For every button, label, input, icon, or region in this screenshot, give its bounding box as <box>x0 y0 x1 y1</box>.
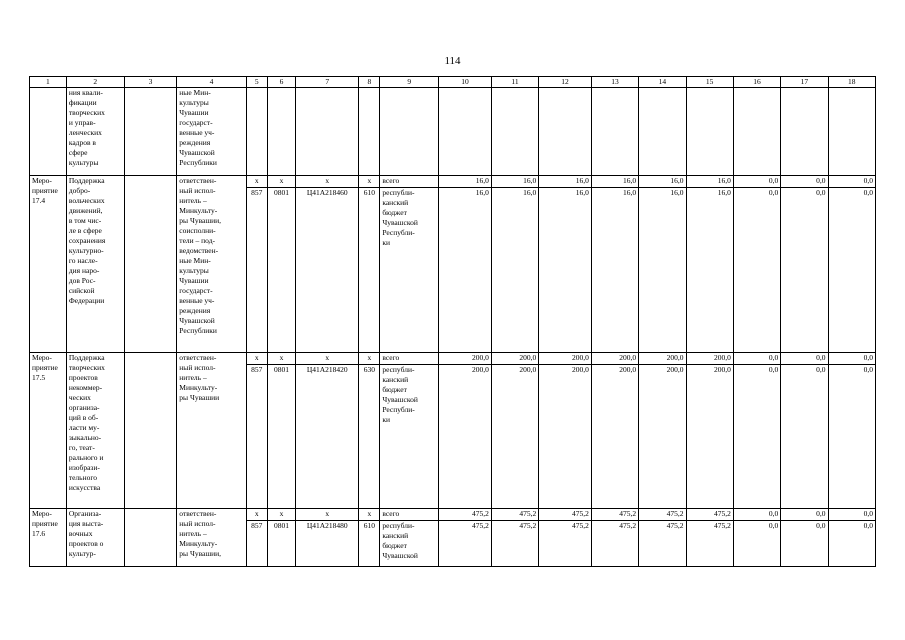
amount-cell: 475,2 <box>491 521 538 567</box>
amount-cell: 475,2 <box>686 509 733 521</box>
measure-id: Меро- приятие 17.4 <box>30 176 67 353</box>
cell <box>781 88 828 176</box>
header-cell: 18 <box>828 77 875 88</box>
cell <box>359 88 380 176</box>
cell <box>439 88 492 176</box>
amount-cell: 16,0 <box>491 188 538 353</box>
ministry-code: 857 <box>246 521 267 567</box>
header-cell: 4 <box>177 77 246 88</box>
amount-cell: 0,0 <box>781 353 828 365</box>
funding-source: всего <box>380 176 439 188</box>
target-article-code: x <box>296 509 359 521</box>
amount-cell: 475,2 <box>639 509 686 521</box>
cell <box>296 88 359 176</box>
expense-type-code: 610 <box>359 521 380 567</box>
cell <box>267 88 295 176</box>
amount-cell: 16,0 <box>591 188 638 353</box>
expense-type-code: 610 <box>359 188 380 353</box>
cell <box>124 176 177 353</box>
cell <box>828 88 875 176</box>
measure-executor: ответствен- ный испол- нитель – Минкульту- ры Чувашии <box>177 353 246 509</box>
amount-cell: 0,0 <box>733 521 780 567</box>
cell <box>124 88 177 176</box>
amount-cell: 16,0 <box>439 188 492 353</box>
measure-id: Меро- приятие 17.6 <box>30 509 67 567</box>
funding-source: республи- канский бюджет Чувашской Республи- ки <box>380 365 439 509</box>
ministry-code: 857 <box>246 188 267 353</box>
header-cell: 15 <box>686 77 733 88</box>
amount-cell: 200,0 <box>439 365 492 509</box>
amount-cell: 0,0 <box>781 521 828 567</box>
amount-cell: 0,0 <box>828 509 875 521</box>
amount-cell: 475,2 <box>439 509 492 521</box>
target-article-code: x <box>296 353 359 365</box>
expense-type-code: x <box>359 176 380 188</box>
expense-type-code: x <box>359 509 380 521</box>
header-row <box>30 77 876 88</box>
cell <box>491 88 538 176</box>
measure-total-row <box>30 509 876 521</box>
measure-total-row <box>30 176 876 188</box>
amount-cell: 200,0 <box>686 353 733 365</box>
amount-cell: 0,0 <box>733 188 780 353</box>
amount-cell: 200,0 <box>591 365 638 509</box>
ministry-code: x <box>246 509 267 521</box>
amount-cell: 16,0 <box>539 188 592 353</box>
funding-source: всего <box>380 509 439 521</box>
amount-cell: 475,2 <box>591 521 638 567</box>
measure-executor: ответствен- ный испол- нитель – Минкульту- ры Чувашии, соисполни- тели – под- ведомствен- ные Мин- культуры Чувашии государст- венные уч- реждения Чувашской Республики <box>177 176 246 353</box>
amount-cell: 0,0 <box>828 521 875 567</box>
cell <box>246 88 267 176</box>
amount-cell: 200,0 <box>686 365 733 509</box>
amount-cell: 200,0 <box>491 365 538 509</box>
header-cell: 17 <box>781 77 828 88</box>
amount-cell: 0,0 <box>733 365 780 509</box>
amount-cell: 200,0 <box>639 353 686 365</box>
amount-cell: 16,0 <box>539 176 592 188</box>
amount-cell: 0,0 <box>828 188 875 353</box>
amount-cell: 0,0 <box>828 365 875 509</box>
cell <box>30 88 67 176</box>
measure-description: Организа- ция выста- вочных проектов о культур- <box>66 509 124 567</box>
measure-id: Меро- приятие 17.5 <box>30 353 67 509</box>
expense-type-code: 630 <box>359 365 380 509</box>
amount-cell: 200,0 <box>639 365 686 509</box>
section-code: 0801 <box>267 521 295 567</box>
header-cell: 7 <box>296 77 359 88</box>
measure-description: Поддержка творческих проектов некоммер- ческих организа- ций в об- ласти му- зыкально- го, теат- рального и изобрази- тельного искусства <box>66 353 124 509</box>
measure-executor: ответствен- ный испол- нитель – Минкульту- ры Чувашии, <box>177 509 246 567</box>
target-article-code: Ц41А218480 <box>296 521 359 567</box>
section-code: x <box>267 176 295 188</box>
amount-cell: 0,0 <box>828 176 875 188</box>
amount-cell: 0,0 <box>733 176 780 188</box>
header-cell: 8 <box>359 77 380 88</box>
funding-source: республи- канский бюджет Чувашской Республи- ки <box>380 188 439 353</box>
cell <box>124 353 177 509</box>
amount-cell: 0,0 <box>781 176 828 188</box>
header-cell: 13 <box>591 77 638 88</box>
continuation-executor: ные Мин- культуры Чувашии государст- венные уч- реждения Чувашской Республики <box>177 88 246 176</box>
amount-cell: 200,0 <box>439 353 492 365</box>
cell <box>380 88 439 176</box>
header-cell: 11 <box>491 77 538 88</box>
expense-type-code: x <box>359 353 380 365</box>
page-number: 114 <box>444 55 461 67</box>
amount-cell: 475,2 <box>491 509 538 521</box>
amount-cell: 16,0 <box>686 188 733 353</box>
cell <box>124 509 177 567</box>
header-cell: 16 <box>733 77 780 88</box>
header-cell: 12 <box>539 77 592 88</box>
amount-cell: 200,0 <box>539 365 592 509</box>
amount-cell: 0,0 <box>828 353 875 365</box>
budget-table <box>29 76 876 567</box>
cell <box>686 88 733 176</box>
target-article-code: Ц41А218420 <box>296 365 359 509</box>
amount-cell: 475,2 <box>539 509 592 521</box>
ministry-code: x <box>246 176 267 188</box>
ministry-code: 857 <box>246 365 267 509</box>
amount-cell: 200,0 <box>539 353 592 365</box>
amount-cell: 16,0 <box>591 176 638 188</box>
funding-source: республи- канский бюджет Чувашской <box>380 521 439 567</box>
amount-cell: 16,0 <box>491 176 538 188</box>
header-cell: 1 <box>30 77 67 88</box>
cell <box>733 88 780 176</box>
header-cell: 10 <box>439 77 492 88</box>
amount-cell: 475,2 <box>539 521 592 567</box>
amount-cell: 0,0 <box>781 509 828 521</box>
amount-cell: 16,0 <box>639 176 686 188</box>
section-code: x <box>267 353 295 365</box>
target-article-code: x <box>296 176 359 188</box>
section-code: 0801 <box>267 365 295 509</box>
amount-cell: 0,0 <box>733 509 780 521</box>
section-code: x <box>267 509 295 521</box>
amount-cell: 16,0 <box>686 176 733 188</box>
header-cell: 14 <box>639 77 686 88</box>
measure-description: Поддержка добро- вольческих движений, в том чис- ле в сфере сохранения культурно- го насле- дия наро- дов Рос- сийской Федерации <box>66 176 124 353</box>
header-cell: 9 <box>380 77 439 88</box>
amount-cell: 475,2 <box>591 509 638 521</box>
funding-source: всего <box>380 353 439 365</box>
ministry-code: x <box>246 353 267 365</box>
amount-cell: 200,0 <box>491 353 538 365</box>
amount-cell: 0,0 <box>781 365 828 509</box>
amount-cell: 16,0 <box>439 176 492 188</box>
continuation-row <box>30 88 876 176</box>
amount-cell: 475,2 <box>686 521 733 567</box>
amount-cell: 200,0 <box>591 353 638 365</box>
amount-cell: 16,0 <box>639 188 686 353</box>
header-cell: 2 <box>66 77 124 88</box>
cell <box>591 88 638 176</box>
amount-cell: 0,0 <box>733 353 780 365</box>
amount-cell: 475,2 <box>639 521 686 567</box>
cell <box>539 88 592 176</box>
section-code: 0801 <box>267 188 295 353</box>
measure-total-row <box>30 353 876 365</box>
target-article-code: Ц41А218460 <box>296 188 359 353</box>
cell <box>639 88 686 176</box>
amount-cell: 475,2 <box>439 521 492 567</box>
amount-cell: 0,0 <box>781 188 828 353</box>
header-cell: 3 <box>124 77 177 88</box>
header-cell: 5 <box>246 77 267 88</box>
continuation-description: ния квали- фикации творческих и управ- ленческих кадров в сфере культуры <box>66 88 124 176</box>
header-cell: 6 <box>267 77 295 88</box>
